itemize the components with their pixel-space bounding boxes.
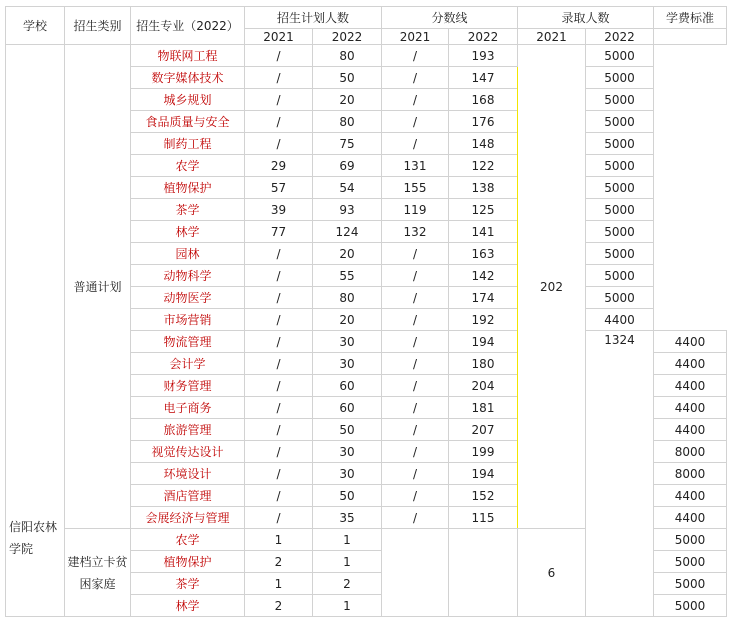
plan-2022: 20 <box>313 89 382 111</box>
score-2022: 115 <box>449 507 518 529</box>
score-2021: 155 <box>382 177 449 199</box>
major-name: 茶学 <box>131 573 245 595</box>
major-name: 动物医学 <box>131 287 245 309</box>
plan-2021: 1 <box>245 573 313 595</box>
score-2022: 180 <box>449 353 518 375</box>
score-2021: / <box>382 463 449 485</box>
fee: 4400 <box>654 507 727 529</box>
major-name: 园林 <box>131 243 245 265</box>
score-2021: / <box>382 111 449 133</box>
score-2021: / <box>382 375 449 397</box>
header-school: 学校 <box>6 7 65 45</box>
fee: 5000 <box>586 265 654 287</box>
plan-2022: 60 <box>313 375 382 397</box>
score-2022: 194 <box>449 331 518 353</box>
plan-2022: 50 <box>313 419 382 441</box>
score-2021: / <box>382 265 449 287</box>
score-2021: / <box>382 243 449 265</box>
score-2021: / <box>382 397 449 419</box>
plan-2022: 75 <box>313 133 382 155</box>
score-2022: 192 <box>449 309 518 331</box>
major-name: 林学 <box>131 221 245 243</box>
fee: 5000 <box>586 177 654 199</box>
plan-2021: / <box>245 133 313 155</box>
major-name: 制药工程 <box>131 133 245 155</box>
plan-2021: / <box>245 89 313 111</box>
fee: 4400 <box>654 397 727 419</box>
plan-2022: 60 <box>313 397 382 419</box>
fee: 5000 <box>586 243 654 265</box>
header-major: 招生专业（2022） <box>131 7 245 45</box>
fee: 4400 <box>654 419 727 441</box>
major-name: 植物保护 <box>131 177 245 199</box>
score-2022-blank <box>449 529 518 617</box>
fee: 5000 <box>586 199 654 221</box>
score-2021: / <box>382 353 449 375</box>
plan-2022: 30 <box>313 353 382 375</box>
major-name: 物联网工程 <box>131 45 245 67</box>
school-name: 信阳农林学院 <box>6 45 65 617</box>
category-poverty: 建档立卡贫困家庭 <box>65 529 131 617</box>
score-2021: 131 <box>382 155 449 177</box>
major-name: 会展经济与管理 <box>131 507 245 529</box>
fee: 5000 <box>654 551 727 573</box>
fee: 5000 <box>586 67 654 89</box>
plan-2021: / <box>245 265 313 287</box>
major-name: 会计学 <box>131 353 245 375</box>
plan-2022: 1 <box>313 529 382 551</box>
major-name: 财务管理 <box>131 375 245 397</box>
header-score-2021: 2021 <box>382 29 449 45</box>
fee: 5000 <box>586 155 654 177</box>
fee: 4400 <box>586 309 654 331</box>
score-2022: 138 <box>449 177 518 199</box>
fee: 8000 <box>654 463 727 485</box>
category-general: 普通计划 <box>65 45 131 529</box>
fee: 4400 <box>654 485 727 507</box>
major-name: 电子商务 <box>131 397 245 419</box>
major-name: 环境设计 <box>131 463 245 485</box>
enroll-2021-poverty: 6 <box>518 529 586 617</box>
score-2022: 152 <box>449 485 518 507</box>
header-fee-blank <box>654 29 727 45</box>
plan-2021: / <box>245 463 313 485</box>
plan-2021: / <box>245 441 313 463</box>
fee: 5000 <box>654 529 727 551</box>
plan-2022: 80 <box>313 45 382 67</box>
major-name: 植物保护 <box>131 551 245 573</box>
fee: 5000 <box>654 573 727 595</box>
score-2021: / <box>382 419 449 441</box>
fee: 8000 <box>654 441 727 463</box>
table-row <box>6 45 727 67</box>
plan-2021: 39 <box>245 199 313 221</box>
plan-2022: 80 <box>313 287 382 309</box>
major-name: 视觉传达设计 <box>131 441 245 463</box>
score-2022: 174 <box>449 287 518 309</box>
score-2022: 207 <box>449 419 518 441</box>
score-2021: / <box>382 507 449 529</box>
score-2022: 125 <box>449 199 518 221</box>
plan-2021: / <box>245 507 313 529</box>
plan-2021: / <box>245 331 313 353</box>
fee: 5000 <box>586 45 654 67</box>
plan-2021: / <box>245 111 313 133</box>
fee: 4400 <box>654 353 727 375</box>
major-name: 农学 <box>131 155 245 177</box>
major-name: 茶学 <box>131 199 245 221</box>
plan-2021: / <box>245 67 313 89</box>
plan-2022: 1 <box>313 595 382 617</box>
score-2021: / <box>382 45 449 67</box>
plan-2022: 30 <box>313 463 382 485</box>
score-2022: 147 <box>449 67 518 89</box>
plan-2022: 35 <box>313 507 382 529</box>
enroll-2021-general: 202 <box>518 45 586 529</box>
fee: 5000 <box>586 287 654 309</box>
score-2021: / <box>382 485 449 507</box>
fee: 5000 <box>586 111 654 133</box>
plan-2021: 77 <box>245 221 313 243</box>
header-plan-2021: 2021 <box>245 29 313 45</box>
plan-2022: 124 <box>313 221 382 243</box>
plan-2021: / <box>245 375 313 397</box>
score-2022: 122 <box>449 155 518 177</box>
fee: 5000 <box>654 595 727 617</box>
header-row <box>6 7 727 29</box>
header-category: 招生类别 <box>65 7 131 45</box>
score-2022: 148 <box>449 133 518 155</box>
score-2021-blank <box>382 529 449 617</box>
score-2022: 142 <box>449 265 518 287</box>
header-plan: 招生计划人数 <box>245 7 382 29</box>
plan-2022: 50 <box>313 67 382 89</box>
major-name: 酒店管理 <box>131 485 245 507</box>
plan-2021: / <box>245 243 313 265</box>
score-2022: 199 <box>449 441 518 463</box>
fee: 5000 <box>586 89 654 111</box>
score-2021: 119 <box>382 199 449 221</box>
fee: 4400 <box>654 375 727 397</box>
plan-2021: / <box>245 287 313 309</box>
score-2022: 163 <box>449 243 518 265</box>
fee: 4400 <box>654 331 727 353</box>
plan-2022: 30 <box>313 441 382 463</box>
score-2021: 132 <box>382 221 449 243</box>
plan-2022: 80 <box>313 111 382 133</box>
score-2021: / <box>382 133 449 155</box>
plan-2022: 30 <box>313 331 382 353</box>
score-2021: / <box>382 309 449 331</box>
score-2022: 204 <box>449 375 518 397</box>
plan-2021: / <box>245 353 313 375</box>
header-enroll-2021: 2021 <box>518 29 586 45</box>
major-name: 旅游管理 <box>131 419 245 441</box>
score-2022: 181 <box>449 397 518 419</box>
major-name: 市场营销 <box>131 309 245 331</box>
header-plan-2022: 2022 <box>313 29 382 45</box>
plan-2022: 2 <box>313 573 382 595</box>
score-2021: / <box>382 331 449 353</box>
score-2021: / <box>382 287 449 309</box>
plan-2022: 54 <box>313 177 382 199</box>
header-score: 分数线 <box>382 7 518 29</box>
score-2022: 176 <box>449 111 518 133</box>
plan-2021: 2 <box>245 595 313 617</box>
header-enroll: 录取人数 <box>518 7 654 29</box>
major-name: 城乡规划 <box>131 89 245 111</box>
score-2021: / <box>382 441 449 463</box>
major-name: 农学 <box>131 529 245 551</box>
plan-2022: 20 <box>313 309 382 331</box>
score-2021: / <box>382 89 449 111</box>
major-name: 数字媒体技术 <box>131 67 245 89</box>
plan-2021: 2 <box>245 551 313 573</box>
score-2022: 168 <box>449 89 518 111</box>
plan-2021: / <box>245 45 313 67</box>
fee: 5000 <box>586 221 654 243</box>
plan-2022: 1 <box>313 551 382 573</box>
header-score-2022: 2022 <box>449 29 518 45</box>
admissions-table <box>5 6 727 617</box>
plan-2022: 20 <box>313 243 382 265</box>
score-2022: 193 <box>449 45 518 67</box>
major-name: 物流管理 <box>131 331 245 353</box>
plan-2021: 57 <box>245 177 313 199</box>
score-2022: 141 <box>449 221 518 243</box>
fee: 5000 <box>586 133 654 155</box>
plan-2022: 50 <box>313 485 382 507</box>
plan-2021: / <box>245 485 313 507</box>
score-2021: / <box>382 67 449 89</box>
header-fee: 学费标准 <box>654 7 727 29</box>
header-enroll-2022: 2022 <box>586 29 654 45</box>
enroll-2022-total: 1324 <box>586 331 654 617</box>
major-name: 动物科学 <box>131 265 245 287</box>
major-name: 食品质量与安全 <box>131 111 245 133</box>
plan-2022: 69 <box>313 155 382 177</box>
plan-2021: 29 <box>245 155 313 177</box>
plan-2022: 55 <box>313 265 382 287</box>
score-2022: 194 <box>449 463 518 485</box>
plan-2021: / <box>245 309 313 331</box>
plan-2021: 1 <box>245 529 313 551</box>
plan-2022: 93 <box>313 199 382 221</box>
plan-2021: / <box>245 397 313 419</box>
plan-2021: / <box>245 419 313 441</box>
major-name: 林学 <box>131 595 245 617</box>
